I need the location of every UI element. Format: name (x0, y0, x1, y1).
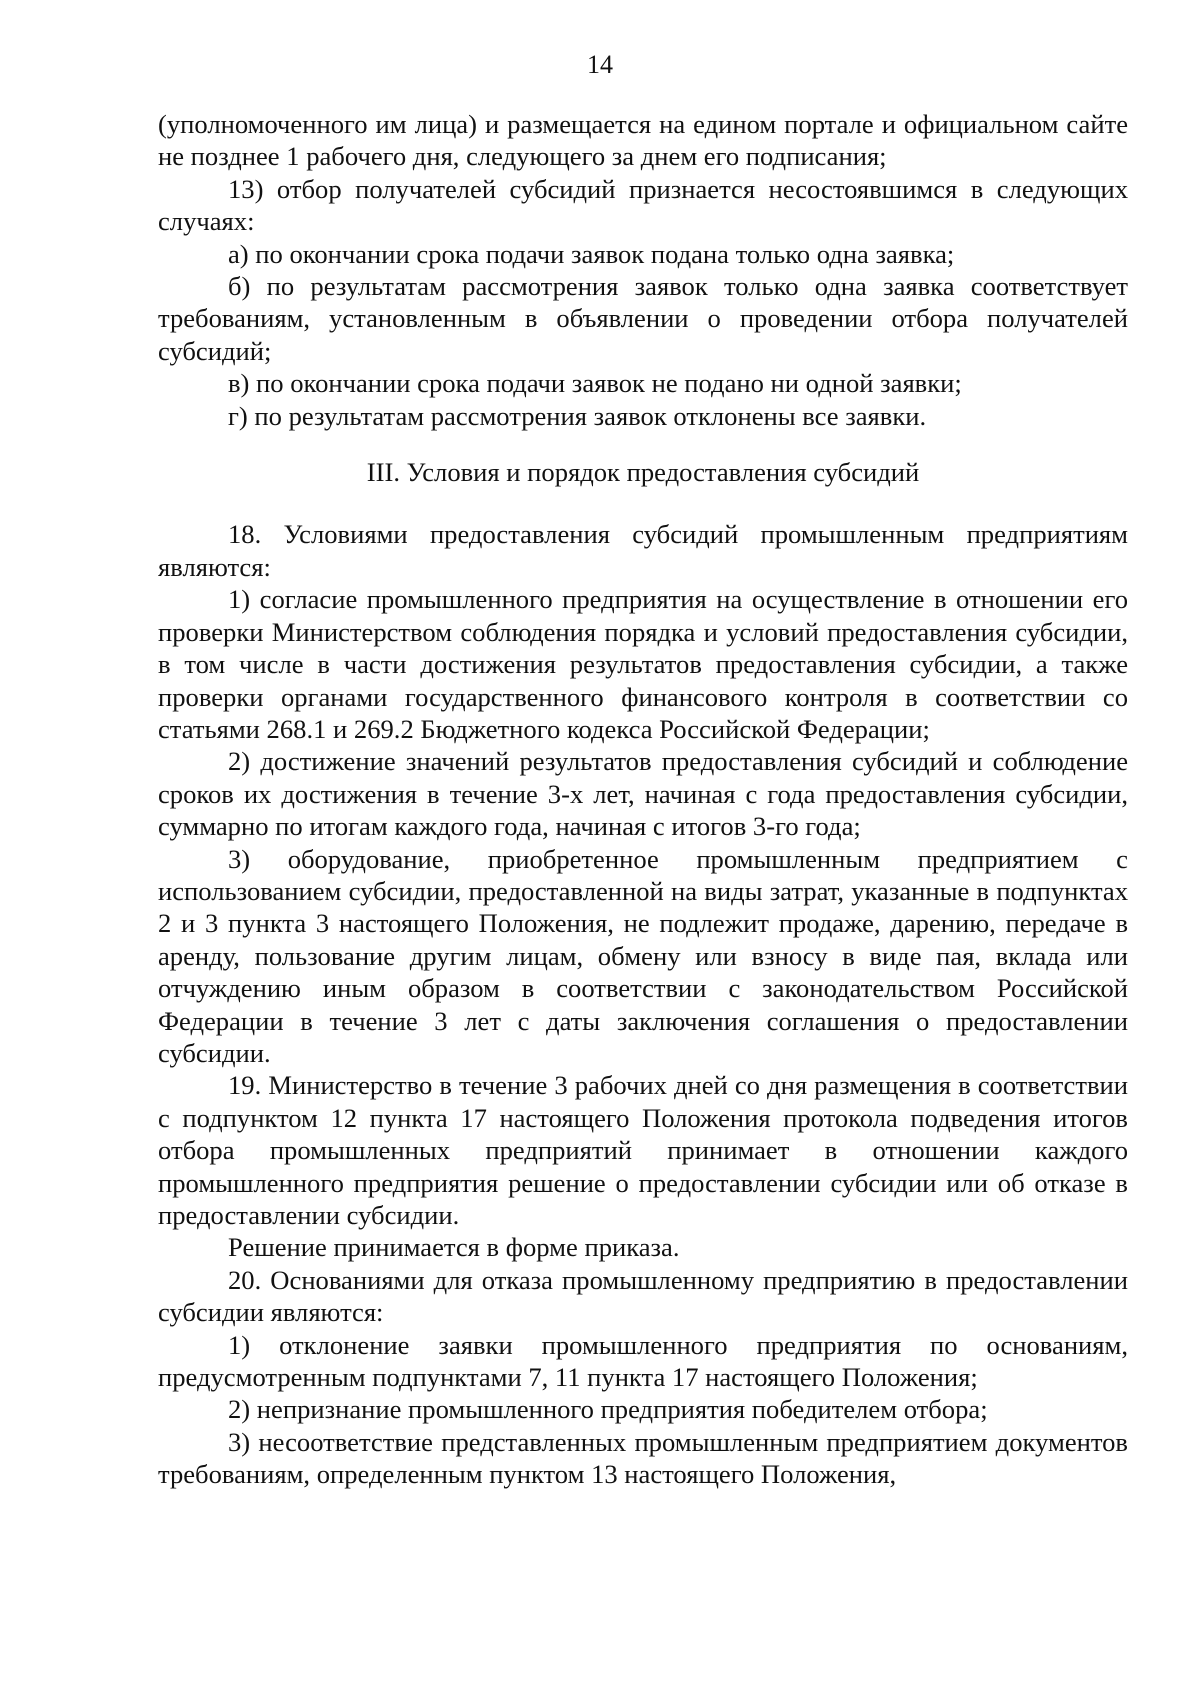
paragraph-decision-form: Решение принимается в форме приказа. (228, 1232, 680, 1263)
paragraph-clause-18-item-2: 2) достижение значений результатов предоставления субсидий и соблюдение сроков их достижения в течение 3-х лет, начиная с года предоставления субсидии, суммарно по итогам каждого года, начиная с итогов 3-го года; (158, 746, 1128, 842)
paragraph-continuation: (уполномоченного им лица) и размещается на едином портале и официальном сайте не позднее 1 рабочего дня, следующего за днем его подписания; (158, 109, 1128, 172)
section-heading: III. Условия и порядок предоставления субсидий (366, 457, 920, 488)
paragraph-item-b: б) по результатам рассмотрения заявок только одна заявка соответствует требованиям, установленным в объявлении о проведении отбора получателей субсидий; (158, 271, 1128, 366)
paragraph-clause-19: 19. Министерство в течение 3 рабочих дней со дня размещения в соответствии с подпунктом 12 пункта 17 настоящего Положения протокола подведения итогов отбора промышленных предприятий принимает в отношении каждого промышленного предприятия решение о предоставлении субсидии или об отказе в предоставлении субсидии. (158, 1070, 1128, 1230)
paragraph-clause-18-item-1: 1) согласие промышленного предприятия на осуществление в отношении его проверки Министерством соблюдения порядка и условий предоставления субсидии, в том числе в части достижения результатов предоставления субсидии, а также проверки органами государственного финансового контроля в соответствии со статьями 268.1 и 269.2 Бюджетного кодекса Российской Федерации; (158, 584, 1128, 744)
paragraph-clause-20-item-1: 1) отклонение заявки промышленного предприятия по основаниям, предусмотренным подпунктами 7, 11 пункта 17 настоящего Положения; (158, 1329, 1128, 1393)
paragraph-clause-20: 20. Основаниями для отказа промышленному предприятию в предоставлении субсидии являются: (158, 1264, 1128, 1328)
paragraph-clause-20-item-2: 2) непризнание промышленного предприятия победителем отбора; (228, 1394, 988, 1425)
paragraph-item-g: г) по результатам рассмотрения заявок отклонены все заявки. (228, 400, 927, 431)
paragraph-clause-18-item-3: 3) оборудование, приобретенное промышленным предприятием с использованием субсидии, предоставленной на виды затрат, указанные в подпунктах 2 и 3 пункта 3 настоящего Положения, не подлежит продаже, дарению, передаче в аренду, пользование другим лицам, обмену или взносу в виде пая, вклада или отчуждению иным образом в соответствии с законодательством Российской Федерации в течение 3 лет с даты заключения соглашения о предоставлении субсидии. (158, 843, 1128, 1068)
paragraph-clause-18: 18. Условиями предоставления субсидий промышленным предприятиям являются: (158, 519, 1128, 582)
paragraph-item-a: а) по окончании срока подачи заявок подана только одна заявка; (228, 238, 955, 269)
page-number: 14 (587, 50, 613, 79)
paragraph-item-v: в) по окончании срока подачи заявок не подано ни одной заявки; (228, 368, 962, 399)
paragraph-item-13: 13) отбор получателей субсидий признается несостоявшимся в следующих случаях: (158, 173, 1128, 237)
paragraph-clause-20-item-3: 3) несоответствие представленных промышленным предприятием документов требованиям, определенным пунктом 13 настоящего Положения, (158, 1426, 1128, 1490)
document-body (158, 108, 1128, 1491)
